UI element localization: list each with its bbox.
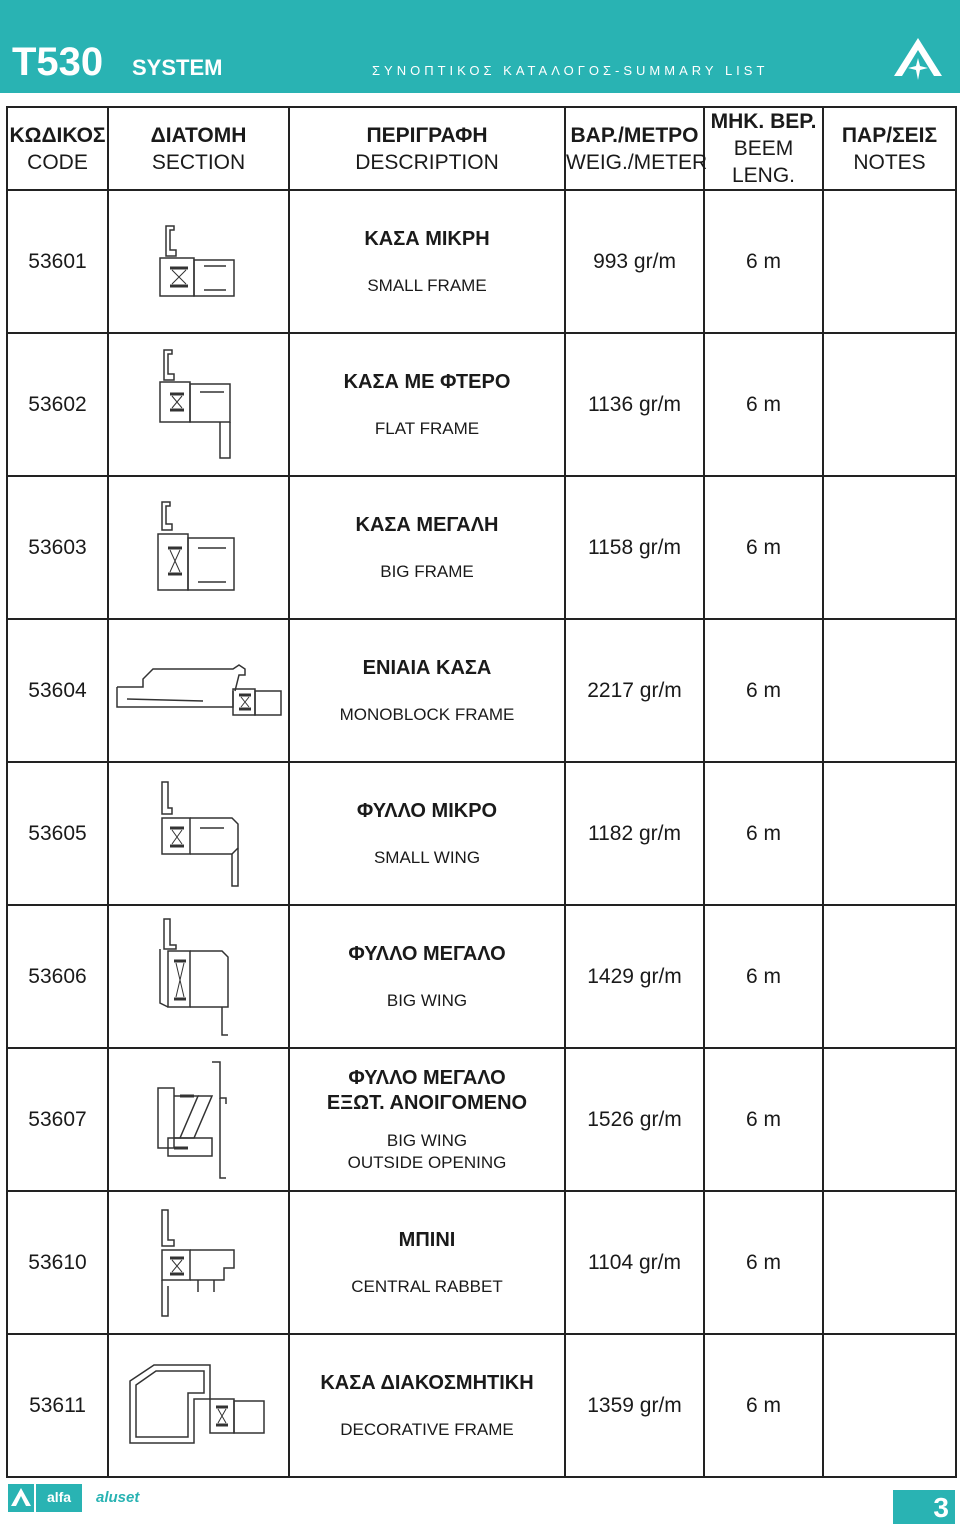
table-row — [7, 905, 956, 1048]
product-code: 53610 — [7, 1191, 108, 1334]
description — [289, 1048, 565, 1191]
notes — [823, 762, 956, 905]
description-en: MONOBLOCK FRAME — [339, 704, 515, 724]
beam-length: 6 m — [704, 619, 823, 762]
notes — [823, 905, 956, 1048]
product-code: 53605 — [7, 762, 108, 905]
weight-per-meter: 2217 gr/m — [565, 619, 704, 762]
notes — [823, 1334, 956, 1477]
description-gr: ΦΥΛΛΟ ΜΕΓΑΛΟ — [348, 942, 506, 965]
weight-per-meter: 993 gr/m — [565, 190, 704, 333]
page-number: 3 — [933, 1492, 949, 1523]
header-code: ΚΩΔΙΚΟΣ CODE — [7, 107, 108, 190]
description-en: SMALL WING — [373, 847, 481, 867]
table-row — [7, 1048, 956, 1191]
description — [289, 1191, 565, 1334]
description-en-2: OUTSIDE OPENING — [347, 1152, 507, 1172]
table-row — [7, 1191, 956, 1334]
section-drawing — [108, 1334, 289, 1477]
description-gr: ΚΑΣΑ ΜΙΚΡΗ — [364, 227, 490, 250]
system-label: SYSTEM — [132, 55, 223, 80]
product-code: 53607 — [7, 1048, 108, 1191]
description-gr: ΦΥΛΛΟ ΜΙΚΡΟ — [356, 799, 498, 822]
system-model: T530 — [12, 40, 104, 84]
table-row — [7, 1334, 956, 1477]
product-code: 53606 — [7, 905, 108, 1048]
description-gr: ΚΑΣΑ ΜΕ ΦΤΕΡΟ — [343, 370, 511, 393]
description-gr: ΚΑΣΑ ΔΙΑΚΟΣΜΗΤΙΚΗ — [320, 1371, 534, 1394]
description — [289, 1334, 565, 1477]
header-weight: ΒΑΡ./ΜΕΤΡΟ WEIG./METER — [565, 107, 704, 190]
notes — [823, 1048, 956, 1191]
weight-per-meter: 1158 gr/m — [565, 476, 704, 619]
description-en: BIG WING — [386, 990, 468, 1010]
product-code: 53601 — [7, 190, 108, 333]
description-en: DECORATIVE FRAME — [340, 1419, 514, 1439]
header-description: ΠΕΡΙΓΡΑΦΗ DESCRIPTION — [289, 107, 565, 190]
weight-per-meter: 1104 gr/m — [565, 1191, 704, 1334]
description — [289, 905, 565, 1048]
description — [289, 476, 565, 619]
beam-length: 6 m — [704, 190, 823, 333]
description-en: SMALL FRAME — [367, 275, 487, 295]
product-code: 53602 — [7, 333, 108, 476]
table-row — [7, 333, 956, 476]
header-notes: ΠΑΡ/ΣΕΙΣ NOTES — [823, 107, 956, 190]
summary-table — [6, 106, 957, 1478]
notes — [823, 190, 956, 333]
weight-per-meter: 1182 gr/m — [565, 762, 704, 905]
notes — [823, 476, 956, 619]
product-code: 53611 — [7, 1334, 108, 1477]
table-row — [7, 476, 956, 619]
section-drawing — [108, 762, 289, 905]
description-en: CENTRAL RABBET — [351, 1276, 503, 1296]
table-row — [7, 190, 956, 333]
catalog-subtitle: ΣΥΝΟΠΤΙΚΟΣ ΚΑΤΑΛΟΓΟΣ-SUMMARY LIST — [372, 63, 769, 78]
product-code: 53603 — [7, 476, 108, 619]
header-length: ΜΗΚ. ΒΕΡ. BEEM LENG. — [704, 107, 823, 190]
page-number-box — [893, 1490, 955, 1524]
section-drawing — [108, 190, 289, 333]
weight-per-meter: 1526 gr/m — [565, 1048, 704, 1191]
product-code: 53604 — [7, 619, 108, 762]
description-en: FLAT FRAME — [374, 418, 480, 438]
section-drawing — [108, 1191, 289, 1334]
notes — [823, 333, 956, 476]
section-drawing — [108, 905, 289, 1048]
triangle-star-icon — [892, 36, 944, 82]
description-gr: ΕΝΙΑΙΑ ΚΑΣΑ — [362, 656, 492, 679]
table-header — [7, 107, 956, 190]
description-gr: ΦΥΛΛΟ ΜΕΓΑΛΟ — [348, 1066, 506, 1089]
beam-length: 6 m — [704, 762, 823, 905]
beam-length: 6 m — [704, 476, 823, 619]
header-section: ΔΙΑΤΟΜΗ SECTION — [108, 107, 289, 190]
beam-length: 6 m — [704, 905, 823, 1048]
description-gr-2: ΕΞΩΤ. ΑΝΟΙΓΟΜΕΝΟ — [326, 1091, 528, 1114]
section-drawing — [108, 619, 289, 762]
weight-per-meter: 1136 gr/m — [565, 333, 704, 476]
description — [289, 333, 565, 476]
section-drawing — [108, 476, 289, 619]
beam-length: 6 m — [704, 333, 823, 476]
brand-name: aluset — [96, 1489, 140, 1506]
description — [289, 619, 565, 762]
top-banner — [0, 0, 960, 93]
beam-length: 6 m — [704, 1048, 823, 1191]
beam-length: 6 m — [704, 1191, 823, 1334]
alfa-logo — [8, 1484, 82, 1512]
beam-length: 6 m — [704, 1334, 823, 1477]
svg-text:alfa: alfa — [46, 1489, 72, 1505]
notes — [823, 1191, 956, 1334]
description-gr: ΚΑΣΑ ΜΕΓΑΛΗ — [355, 513, 499, 536]
description-en: BIG FRAME — [380, 561, 474, 581]
description-en: BIG WING — [386, 1130, 468, 1150]
description-gr: ΜΠΙΝΙ — [398, 1228, 456, 1251]
description — [289, 762, 565, 905]
notes — [823, 619, 956, 762]
table-row — [7, 619, 956, 762]
weight-per-meter: 1359 gr/m — [565, 1334, 704, 1477]
description — [289, 190, 565, 333]
table-row — [7, 762, 956, 905]
section-drawing — [108, 333, 289, 476]
weight-per-meter: 1429 gr/m — [565, 905, 704, 1048]
section-drawing — [108, 1048, 289, 1191]
